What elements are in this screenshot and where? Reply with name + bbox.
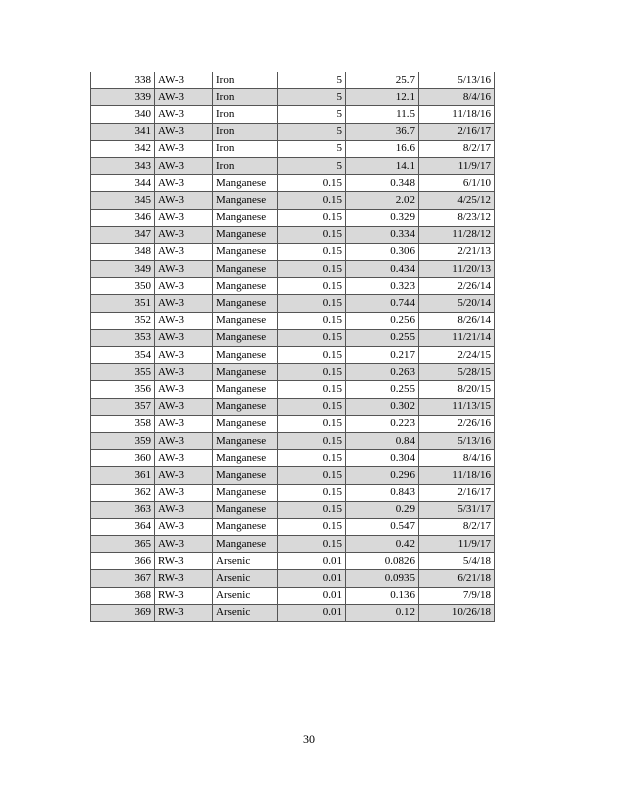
well-id-cell: AW-3 [155,518,213,535]
table-row [91,209,495,226]
result-value-cell: 36.7 [346,123,419,140]
sample-date-cell: 5/31/17 [419,501,495,518]
analyte-name-cell: Manganese [213,278,278,295]
sample-date-cell: 7/9/18 [419,587,495,604]
analyte-name-cell: Manganese [213,398,278,415]
analyte-name-cell: Manganese [213,415,278,432]
result-value-cell: 0.744 [346,295,419,312]
analyte-name-cell: Manganese [213,312,278,329]
analyte-name-cell: Manganese [213,192,278,209]
result-value-cell: 0.256 [346,312,419,329]
sample-date-cell: 8/2/17 [419,140,495,157]
sample-date-cell: 8/23/12 [419,209,495,226]
analyte-name-cell: Manganese [213,536,278,553]
sample-date-cell: 5/28/15 [419,364,495,381]
well-id-cell: RW-3 [155,604,213,621]
sample-date-cell: 11/18/16 [419,467,495,484]
table-row [91,587,495,604]
analyte-name-cell: Manganese [213,329,278,346]
table-row [91,604,495,621]
limit-value-cell: 0.01 [278,604,346,621]
table-row [91,106,495,123]
well-id-cell: AW-3 [155,432,213,449]
sample-date-cell: 8/4/16 [419,89,495,106]
row-number-cell: 350 [91,278,155,295]
row-number-cell: 361 [91,467,155,484]
data-table [90,72,495,622]
row-number-cell: 369 [91,604,155,621]
row-number-cell: 359 [91,432,155,449]
analyte-name-cell: Arsenic [213,587,278,604]
limit-value-cell: 5 [278,140,346,157]
table-row [91,467,495,484]
table-row [91,432,495,449]
limit-value-cell: 0.15 [278,484,346,501]
analyte-name-cell: Manganese [213,209,278,226]
limit-value-cell: 5 [278,123,346,140]
table-row [91,295,495,312]
sample-date-cell: 11/13/15 [419,398,495,415]
row-number-cell: 363 [91,501,155,518]
result-value-cell: 0.348 [346,175,419,192]
analyte-name-cell: Iron [213,157,278,174]
result-value-cell: 14.1 [346,157,419,174]
row-number-cell: 358 [91,415,155,432]
sample-date-cell: 11/9/17 [419,536,495,553]
analyte-name-cell: Arsenic [213,604,278,621]
well-id-cell: AW-3 [155,106,213,123]
sample-date-cell: 5/13/16 [419,432,495,449]
table-row [91,553,495,570]
table-row [91,381,495,398]
limit-value-cell: 0.15 [278,295,346,312]
row-number-cell: 351 [91,295,155,312]
sample-date-cell: 8/20/15 [419,381,495,398]
analyte-name-cell: Iron [213,89,278,106]
sample-date-cell: 2/21/13 [419,243,495,260]
row-number-cell: 368 [91,587,155,604]
sample-date-cell: 6/1/10 [419,175,495,192]
row-number-cell: 360 [91,450,155,467]
row-number-cell: 344 [91,175,155,192]
row-number-cell: 364 [91,518,155,535]
analyte-name-cell: Manganese [213,261,278,278]
well-id-cell: AW-3 [155,89,213,106]
limit-value-cell: 5 [278,157,346,174]
row-number-cell: 356 [91,381,155,398]
sample-date-cell: 4/25/12 [419,192,495,209]
well-id-cell: AW-3 [155,415,213,432]
well-id-cell: AW-3 [155,72,213,89]
sample-date-cell: 11/20/13 [419,261,495,278]
limit-value-cell: 0.15 [278,192,346,209]
result-value-cell: 12.1 [346,89,419,106]
well-id-cell: AW-3 [155,209,213,226]
result-value-cell: 0.255 [346,329,419,346]
sample-date-cell: 8/2/17 [419,518,495,535]
sample-date-cell: 2/16/17 [419,123,495,140]
well-id-cell: AW-3 [155,175,213,192]
analyte-name-cell: Manganese [213,347,278,364]
limit-value-cell: 0.15 [278,501,346,518]
limit-value-cell: 0.01 [278,587,346,604]
well-id-cell: AW-3 [155,484,213,501]
limit-value-cell: 0.15 [278,243,346,260]
table-row [91,484,495,501]
result-value-cell: 0.434 [346,261,419,278]
result-value-cell: 2.02 [346,192,419,209]
well-id-cell: AW-3 [155,123,213,140]
result-value-cell: 0.255 [346,381,419,398]
table-row [91,261,495,278]
table-row [91,278,495,295]
row-number-cell: 347 [91,226,155,243]
row-number-cell: 345 [91,192,155,209]
result-value-cell: 0.84 [346,432,419,449]
row-number-cell: 338 [91,72,155,89]
sample-date-cell: 11/28/12 [419,226,495,243]
table-row [91,89,495,106]
result-value-cell: 0.334 [346,226,419,243]
sample-date-cell: 11/9/17 [419,157,495,174]
result-value-cell: 0.0826 [346,553,419,570]
row-number-cell: 348 [91,243,155,260]
limit-value-cell: 0.15 [278,398,346,415]
well-id-cell: RW-3 [155,553,213,570]
limit-value-cell: 0.15 [278,312,346,329]
table-row [91,415,495,432]
result-value-cell: 0.323 [346,278,419,295]
sample-date-cell: 2/26/14 [419,278,495,295]
sample-date-cell: 5/20/14 [419,295,495,312]
result-value-cell: 0.547 [346,518,419,535]
sample-date-cell: 2/16/17 [419,484,495,501]
well-id-cell: RW-3 [155,587,213,604]
analyte-name-cell: Arsenic [213,553,278,570]
well-id-cell: AW-3 [155,295,213,312]
sample-date-cell: 11/21/14 [419,329,495,346]
well-id-cell: AW-3 [155,312,213,329]
row-number-cell: 366 [91,553,155,570]
row-number-cell: 362 [91,484,155,501]
analyte-name-cell: Manganese [213,243,278,260]
limit-value-cell: 0.15 [278,226,346,243]
sample-date-cell: 5/13/16 [419,72,495,89]
analyte-name-cell: Manganese [213,364,278,381]
row-number-cell: 352 [91,312,155,329]
well-id-cell: RW-3 [155,570,213,587]
limit-value-cell: 5 [278,89,346,106]
table-row [91,123,495,140]
table-row [91,157,495,174]
result-value-cell: 0.329 [346,209,419,226]
analyte-name-cell: Manganese [213,226,278,243]
table-row [91,398,495,415]
sample-date-cell: 10/26/18 [419,604,495,621]
row-number-cell: 343 [91,157,155,174]
result-value-cell: 0.306 [346,243,419,260]
limit-value-cell: 0.15 [278,450,346,467]
well-id-cell: AW-3 [155,226,213,243]
table-body [91,72,495,622]
result-value-cell: 0.42 [346,536,419,553]
analyte-name-cell: Manganese [213,484,278,501]
well-id-cell: AW-3 [155,398,213,415]
table-row [91,192,495,209]
limit-value-cell: 0.01 [278,570,346,587]
analyte-name-cell: Manganese [213,501,278,518]
well-id-cell: AW-3 [155,450,213,467]
row-number-cell: 354 [91,347,155,364]
sample-date-cell: 5/4/18 [419,553,495,570]
table-row [91,312,495,329]
well-id-cell: AW-3 [155,381,213,398]
limit-value-cell: 5 [278,106,346,123]
analyte-name-cell: Manganese [213,175,278,192]
sample-date-cell: 2/26/16 [419,415,495,432]
analyte-name-cell: Manganese [213,450,278,467]
result-value-cell: 0.302 [346,398,419,415]
analyte-name-cell: Manganese [213,381,278,398]
well-id-cell: AW-3 [155,278,213,295]
row-number-cell: 346 [91,209,155,226]
limit-value-cell: 0.15 [278,347,346,364]
limit-value-cell: 0.15 [278,209,346,226]
table-row [91,518,495,535]
result-value-cell: 11.5 [346,106,419,123]
limit-value-cell: 0.15 [278,278,346,295]
sample-date-cell: 8/4/16 [419,450,495,467]
row-number-cell: 367 [91,570,155,587]
analyte-name-cell: Manganese [213,295,278,312]
limit-value-cell: 0.01 [278,553,346,570]
row-number-cell: 342 [91,140,155,157]
limit-value-cell: 0.15 [278,518,346,535]
limit-value-cell: 0.15 [278,415,346,432]
result-value-cell: 0.29 [346,501,419,518]
limit-value-cell: 0.15 [278,329,346,346]
table-row [91,450,495,467]
well-id-cell: AW-3 [155,364,213,381]
row-number-cell: 365 [91,536,155,553]
row-number-cell: 349 [91,261,155,278]
result-value-cell: 25.7 [346,72,419,89]
analyte-name-cell: Iron [213,106,278,123]
limit-value-cell: 0.15 [278,432,346,449]
analyte-name-cell: Manganese [213,432,278,449]
table-row [91,175,495,192]
limit-value-cell: 0.15 [278,536,346,553]
table-row [91,501,495,518]
analyte-name-cell: Iron [213,140,278,157]
table-row [91,243,495,260]
limit-value-cell: 5 [278,72,346,89]
sample-date-cell: 2/24/15 [419,347,495,364]
table-row [91,364,495,381]
well-id-cell: AW-3 [155,536,213,553]
analyte-name-cell: Iron [213,123,278,140]
result-value-cell: 0.304 [346,450,419,467]
limit-value-cell: 0.15 [278,381,346,398]
result-value-cell: 16.6 [346,140,419,157]
well-id-cell: AW-3 [155,467,213,484]
result-value-cell: 0.12 [346,604,419,621]
table-row [91,347,495,364]
page-number: 30 [303,732,315,746]
row-number-cell: 340 [91,106,155,123]
table-row [91,329,495,346]
sample-date-cell: 6/21/18 [419,570,495,587]
result-value-cell: 0.136 [346,587,419,604]
limit-value-cell: 0.15 [278,467,346,484]
table-row [91,72,495,89]
row-number-cell: 353 [91,329,155,346]
table-row [91,570,495,587]
analyte-name-cell: Iron [213,72,278,89]
well-id-cell: AW-3 [155,347,213,364]
row-number-cell: 355 [91,364,155,381]
result-value-cell: 0.843 [346,484,419,501]
limit-value-cell: 0.15 [278,261,346,278]
sample-date-cell: 11/18/16 [419,106,495,123]
well-id-cell: AW-3 [155,261,213,278]
sample-date-cell: 8/26/14 [419,312,495,329]
limit-value-cell: 0.15 [278,175,346,192]
row-number-cell: 357 [91,398,155,415]
well-id-cell: AW-3 [155,329,213,346]
limit-value-cell: 0.15 [278,364,346,381]
table-row [91,536,495,553]
well-id-cell: AW-3 [155,157,213,174]
analyte-name-cell: Arsenic [213,570,278,587]
well-id-cell: AW-3 [155,243,213,260]
well-id-cell: AW-3 [155,140,213,157]
table-row [91,226,495,243]
result-value-cell: 0.223 [346,415,419,432]
well-id-cell: AW-3 [155,501,213,518]
row-number-cell: 341 [91,123,155,140]
result-value-cell: 0.296 [346,467,419,484]
well-id-cell: AW-3 [155,192,213,209]
result-value-cell: 0.263 [346,364,419,381]
analyte-name-cell: Manganese [213,467,278,484]
analyte-name-cell: Manganese [213,518,278,535]
row-number-cell: 339 [91,89,155,106]
result-value-cell: 0.0935 [346,570,419,587]
table-row [91,140,495,157]
result-value-cell: 0.217 [346,347,419,364]
